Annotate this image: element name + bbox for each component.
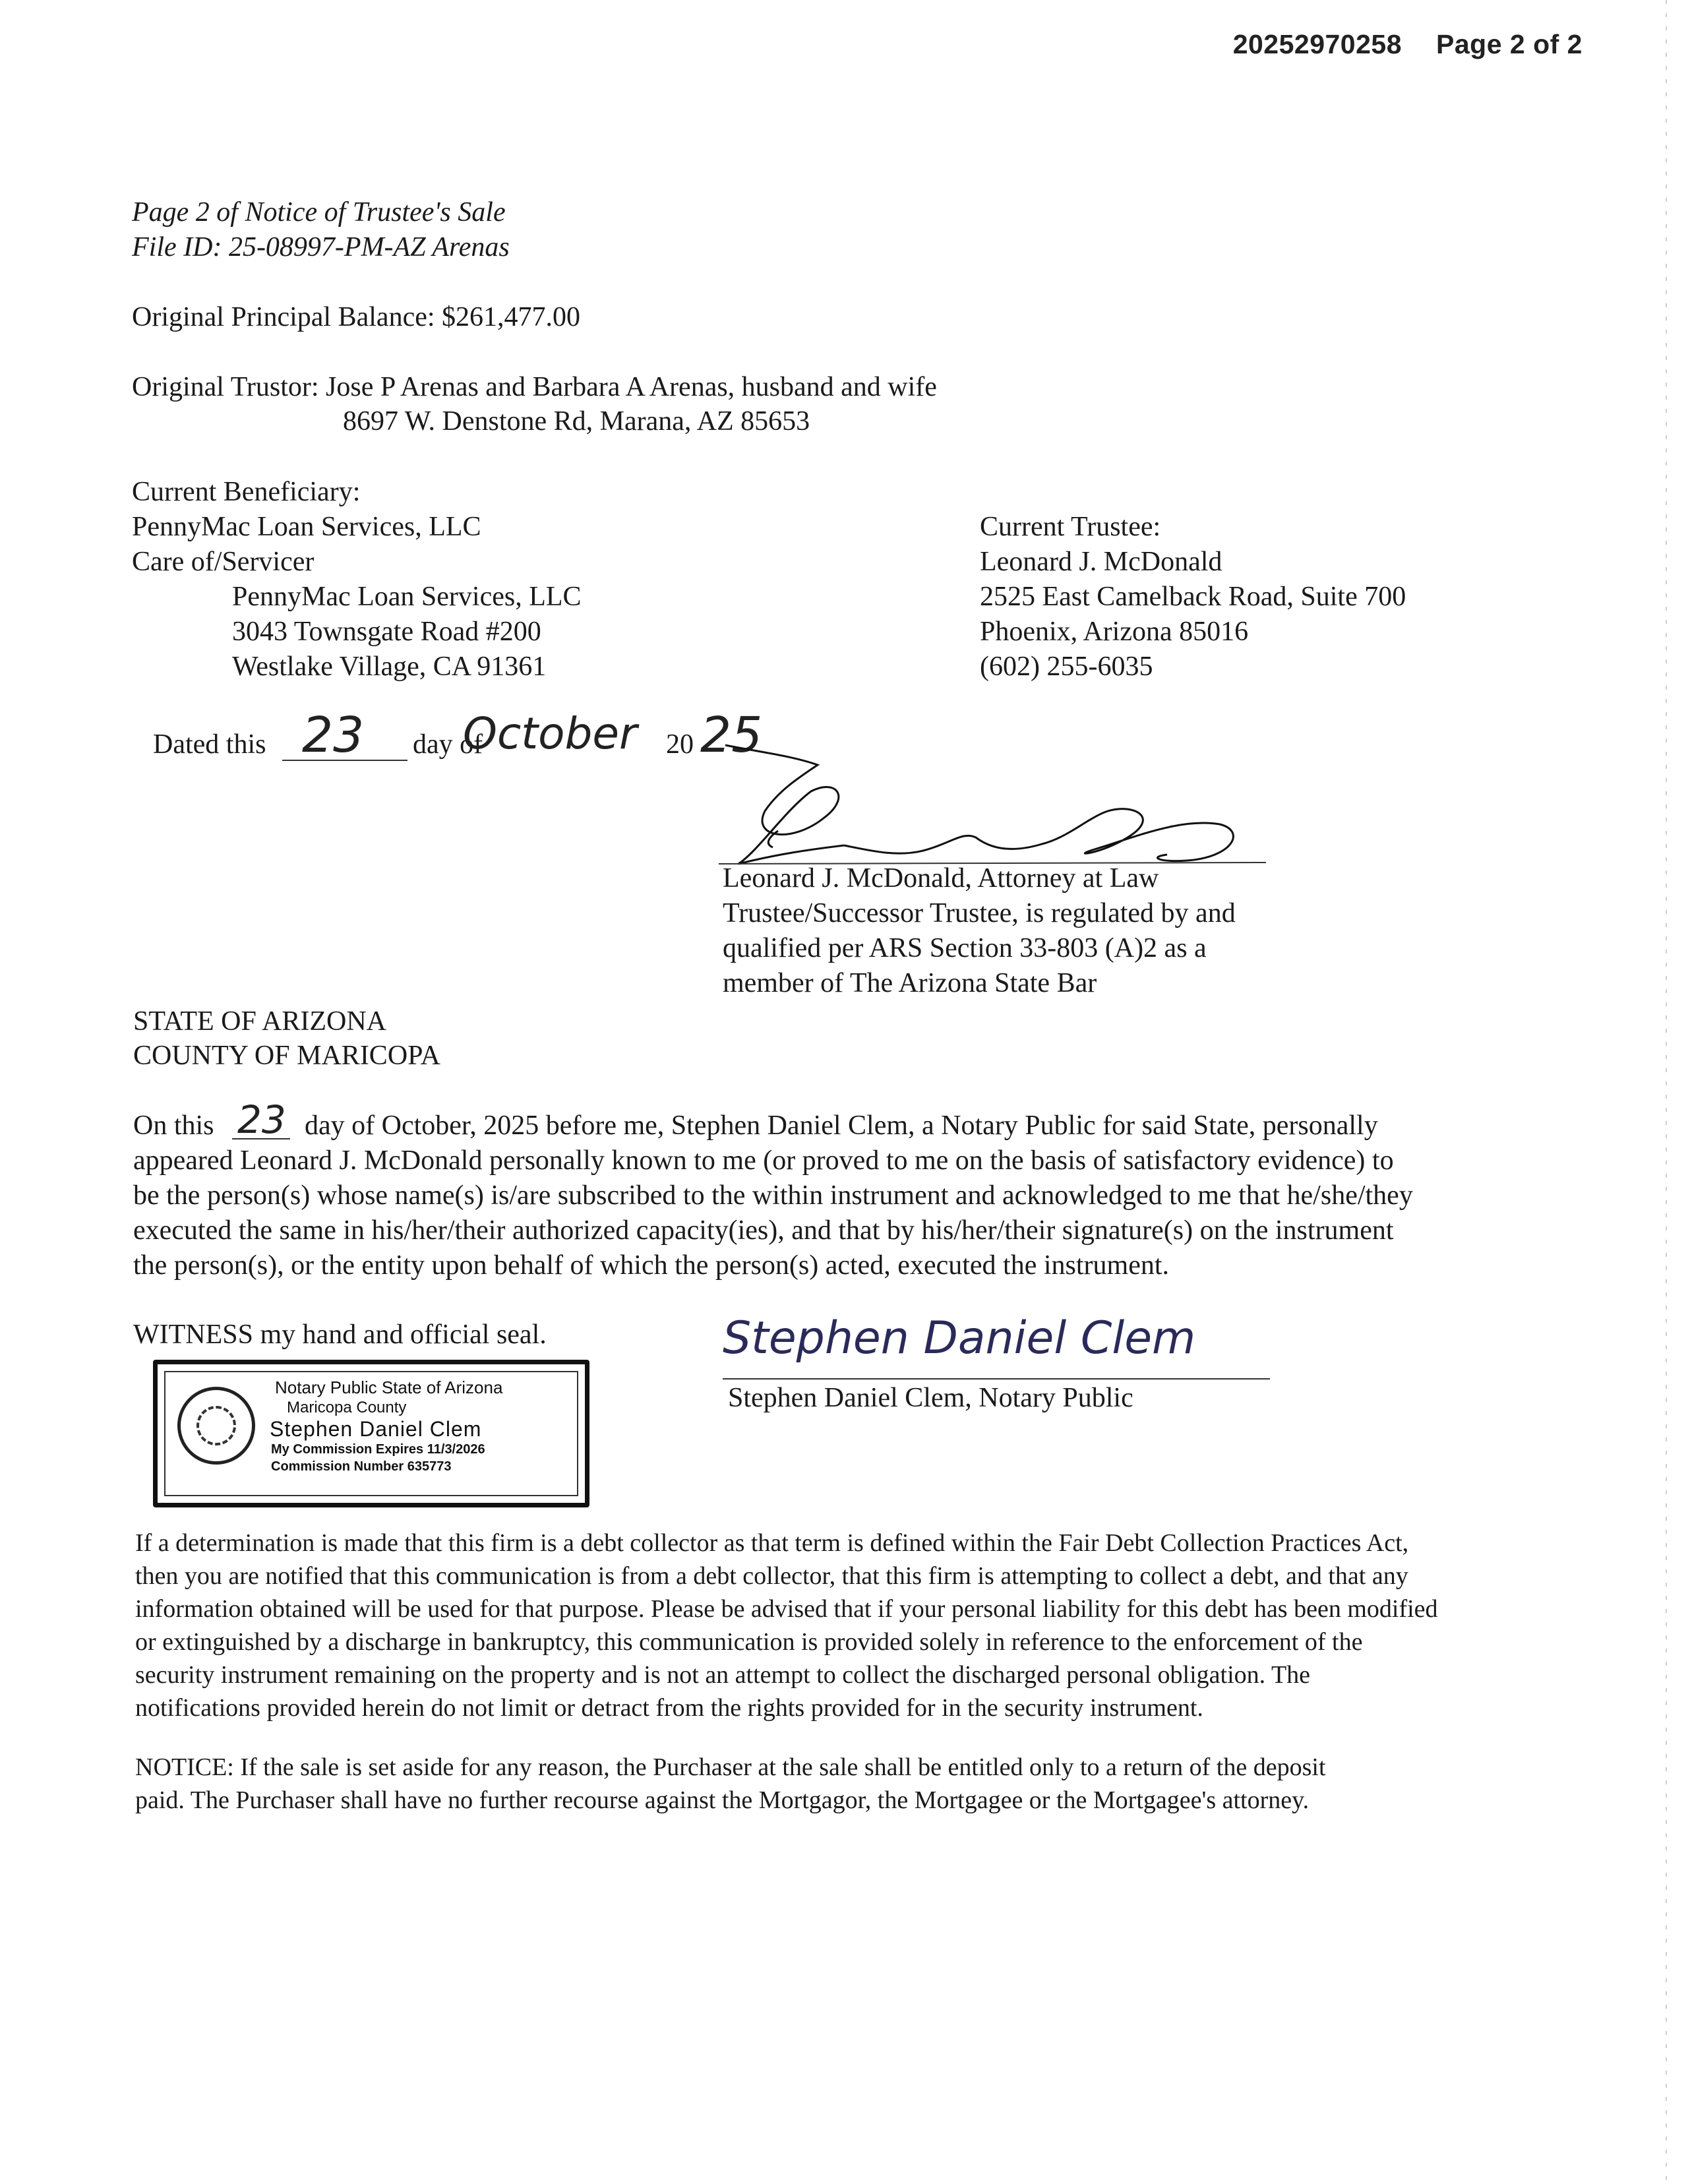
beneficiary-name: PennyMac Loan Services, LLC bbox=[132, 512, 481, 542]
servicer-name: PennyMac Loan Services, LLC bbox=[232, 582, 582, 612]
fdcpa-line3: information obtained will be used for that purpose. Please be advised that if your personal liability for this debt has been modified bbox=[135, 1595, 1438, 1623]
notary-stamp-line1: Notary Public State of Arizona bbox=[275, 1378, 503, 1397]
running-head-file-id: File ID: 25-08997-PM-AZ Arenas bbox=[132, 232, 510, 262]
venue-state: STATE OF ARIZONA bbox=[133, 1006, 386, 1037]
notary-stamp bbox=[153, 1360, 589, 1507]
original-trustor: Original Trustor: Jose P Arenas and Barbara A Arenas, husband and wife bbox=[132, 372, 937, 402]
witness-line: WITNESS my hand and official seal. bbox=[133, 1320, 547, 1350]
acknowledgment-line1: day of October, 2025 before me, Stephen Daniel Clem, a Notary Public for said State, personally bbox=[305, 1110, 1378, 1141]
signature-block-line1: Leonard J. McDonald, Attorney at Law bbox=[723, 863, 1159, 894]
notary-stamp-line4: My Commission Expires 11/3/2026 bbox=[271, 1442, 485, 1457]
beneficiary-heading: Current Beneficiary: bbox=[132, 477, 361, 507]
dated-middle: day of bbox=[413, 729, 483, 760]
trustee-heading: Current Trustee: bbox=[980, 512, 1161, 542]
acknowledgment-line4: executed the same in his/her/their authorized capacity(ies), and that by his/her/their signature(s) on the instrument bbox=[133, 1215, 1394, 1246]
scan-edge-artifact bbox=[1662, 0, 1671, 2184]
signature-block-line3: qualified per ARS Section 33-803 (A)2 as a bbox=[723, 933, 1207, 963]
fdcpa-line2: then you are notified that this communication is from a debt collector, that this firm is attempting to collect a debt, and that any bbox=[135, 1562, 1408, 1590]
acknowledgment-line5: the person(s), or the entity upon behalf of which the person(s) acted, executed the instrument. bbox=[133, 1250, 1170, 1281]
acknowledgment-day-handwritten: 23 bbox=[237, 1097, 286, 1142]
dated-prefix: Dated this bbox=[153, 729, 266, 760]
fdcpa-line4: or extinguished by a discharge in bankruptcy, this communication is provided solely in reference to the enforcement of the bbox=[135, 1628, 1363, 1656]
notary-signature-caption: Stephen Daniel Clem, Notary Public bbox=[728, 1383, 1133, 1413]
dated-year-prefix: 20 bbox=[666, 729, 694, 760]
running-head-title: Page 2 of Notice of Trustee's Sale bbox=[132, 197, 506, 228]
notary-signature-line bbox=[723, 1378, 1270, 1380]
servicer-city: Westlake Village, CA 91361 bbox=[232, 652, 547, 682]
page-indicator: Page 2 of 2 bbox=[1436, 29, 1582, 59]
acknowledgment-line2: appeared Leonard J. McDonald personally known to me (or proved to me on the basis of satisfactory evidence) to bbox=[133, 1145, 1394, 1176]
trustee-street: 2525 East Camelback Road, Suite 700 bbox=[980, 582, 1406, 612]
venue-county: COUNTY OF MARICOPA bbox=[133, 1041, 440, 1071]
dated-month-handwritten: October bbox=[463, 708, 638, 759]
notary-signature-handwritten: Stephen Daniel Clem bbox=[723, 1312, 1196, 1364]
servicer-street: 3043 Townsgate Road #200 bbox=[232, 617, 541, 647]
original-principal-balance: Original Principal Balance: $261,477.00 bbox=[132, 302, 581, 332]
acknowledgment-prefix: On this bbox=[133, 1110, 214, 1141]
trustee-name: Leonard J. McDonald bbox=[980, 547, 1222, 577]
trustee-phone: (602) 255-6035 bbox=[980, 652, 1153, 682]
original-trustor-address: 8697 W. Denstone Rd, Marana, AZ 85653 bbox=[343, 406, 810, 437]
recording-header bbox=[1233, 29, 1582, 60]
acknowledgment-line3: be the person(s) whose name(s) is/are subscribed to the within instrument and acknowledged to me that he/she/they bbox=[133, 1180, 1413, 1211]
sale-notice-line2: paid. The Purchaser shall have no further recourse against the Mortgagor, the Mortgagee or the Mortgagee's attorney. bbox=[135, 1786, 1310, 1814]
fdcpa-line1: If a determination is made that this firm is a debt collector as that term is defined within the Fair Debt Collection Practices Act, bbox=[135, 1529, 1409, 1557]
beneficiary-care-of: Care of/Servicer bbox=[132, 547, 315, 577]
dated-year-handwritten: 25 bbox=[700, 707, 763, 764]
notary-stamp-line5: Commission Number 635773 bbox=[271, 1459, 452, 1474]
notary-stamp-line2: Maricopa County bbox=[287, 1399, 407, 1416]
fdcpa-line6: notifications provided herein do not limit or detract from the rights provided for in the security instrument. bbox=[135, 1694, 1203, 1722]
sale-notice-line1: NOTICE: If the sale is set aside for any reason, the Purchaser at the sale shall be entitled only to a return of the deposit bbox=[135, 1753, 1326, 1781]
dated-day-handwritten: 23 bbox=[302, 707, 365, 764]
trustee-city: Phoenix, Arizona 85016 bbox=[980, 617, 1249, 647]
notary-seal-icon bbox=[177, 1387, 255, 1465]
recording-number: 20252970258 bbox=[1232, 29, 1402, 59]
fdcpa-line5: security instrument remaining on the property and is not an attempt to collect the discharged personal obligation. The bbox=[135, 1661, 1311, 1689]
signature-block-line2: Trustee/Successor Trustee, is regulated by and bbox=[723, 898, 1236, 928]
signature-block-line4: member of The Arizona State Bar bbox=[723, 968, 1097, 998]
notary-stamp-line3: Stephen Daniel Clem bbox=[270, 1417, 482, 1441]
